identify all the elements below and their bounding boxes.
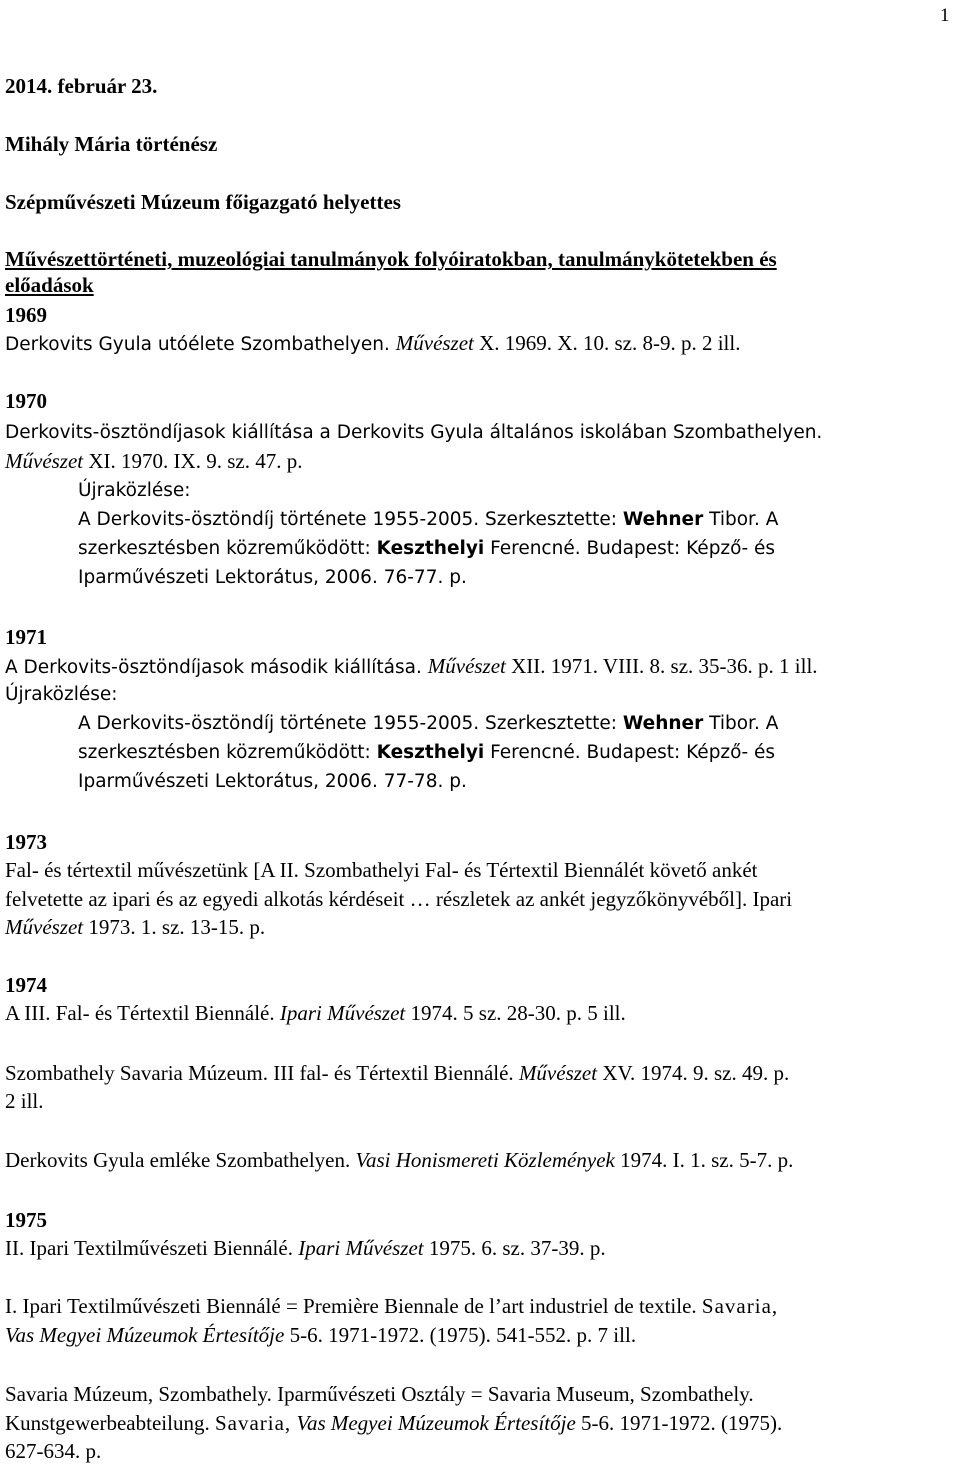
reprint-text: A Derkovits-ösztöndíj története 1955-2005. Szerkesztette: bbox=[78, 713, 623, 734]
citation-details: 1973. 1. sz. 13-15. p. bbox=[83, 915, 266, 939]
section-heading-line-1: Művészettörténeti, muzeológiai tanulmányok folyóiratokban, tanulmánykötetekben és bbox=[5, 247, 777, 271]
author-position: Szépművészeti Múzeum főigazgató helyettes bbox=[5, 190, 401, 214]
entry-1973-line-1: Fal- és tértextil művészetünk [A II. Szombathelyi Fal- és Tértextil Biennálét követő ankét bbox=[5, 858, 758, 882]
entry-title: Kunstgewerbeabteilung. bbox=[5, 1411, 215, 1435]
journal-title: Művészet bbox=[427, 654, 506, 678]
entry-1975-a bbox=[5, 1235, 606, 1261]
entry-title: II. Ipari Textilművészeti Biennálé. bbox=[5, 1236, 299, 1260]
journal-title: Művészet bbox=[5, 449, 84, 473]
journal-title: Vas Megyei Múzeumok Értesítője bbox=[296, 1411, 576, 1435]
entry-1975-c-line-2 bbox=[5, 1410, 782, 1436]
editor-surname: Wehner bbox=[622, 509, 704, 530]
editor-surname: Wehner bbox=[622, 713, 704, 734]
year-heading-1971: 1971 bbox=[5, 625, 47, 649]
reprint-text: szerkesztésben közreműködött: bbox=[78, 538, 377, 559]
journal-title: Művészet bbox=[395, 331, 474, 355]
reprint-text: A Derkovits-ösztöndíj története 1955-2005. Szerkesztette: bbox=[78, 509, 623, 530]
reprint-text: Tibor. A bbox=[703, 713, 779, 734]
reprint-text: szerkesztésben közreműködött: bbox=[78, 742, 377, 763]
reprint-label: Újraközlése: bbox=[78, 480, 191, 501]
entry-title: A III. Fal- és Tértextil Biennálé. bbox=[5, 1001, 280, 1025]
entry-title: Derkovits Gyula utóélete Szombathelyen. bbox=[5, 334, 396, 355]
series-name: Savaria, bbox=[214, 1411, 292, 1435]
entry-title: Derkovits Gyula emléke Szombathelyen. bbox=[5, 1148, 356, 1172]
entry-title: I. Ipari Textilművészeti Biennálé = Première Biennale de l’art industriel de textile. bbox=[5, 1294, 702, 1318]
reprint-text: Tibor. A bbox=[703, 509, 779, 530]
section-heading-line-2: előadások bbox=[5, 273, 94, 297]
series-name: Savaria, bbox=[701, 1294, 779, 1318]
reprint-text: Ferencné. Budapest: Képző- és bbox=[484, 742, 776, 763]
entry-1974-b-line-2: 2 ill. bbox=[5, 1089, 44, 1113]
document-date: 2014. február 23. bbox=[5, 74, 158, 98]
journal-title: Vasi Honismereti Közlemények bbox=[355, 1148, 615, 1172]
year-heading-1970: 1970 bbox=[5, 389, 47, 413]
year-heading-1974: 1974 bbox=[5, 973, 47, 997]
entry-1975-b-line-1 bbox=[5, 1293, 778, 1319]
citation-details: XII. 1971. VIII. 8. sz. 35-36. p. 1 ill. bbox=[505, 654, 818, 678]
year-heading-1975: 1975 bbox=[5, 1208, 47, 1232]
page-number: 1 bbox=[940, 5, 950, 26]
entry-title: Szombathely Savaria Múzeum. III fal- és Tértextil Biennálé. bbox=[5, 1061, 519, 1085]
entry-1975-b-line-2 bbox=[5, 1322, 636, 1348]
entry-1969 bbox=[5, 330, 740, 358]
journal-title: Művészet bbox=[5, 915, 84, 939]
journal-title: Ipari Művészet bbox=[279, 1001, 406, 1025]
year-heading-1973: 1973 bbox=[5, 830, 47, 854]
citation-details: 1974. I. 1. sz. 5-7. p. bbox=[614, 1148, 794, 1172]
citation-details: 1974. 5 sz. 28-30. p. 5 ill. bbox=[405, 1001, 626, 1025]
contributor-surname: Keszthelyi bbox=[376, 742, 485, 763]
entry-1975-c-line-1: Savaria Múzeum, Szombathely. Iparművészeti Osztály = Savaria Museum, Szombathely. bbox=[5, 1382, 754, 1406]
journal-title: Vas Megyei Múzeumok Értesítője bbox=[5, 1323, 285, 1347]
reprint-line-3: Iparművészeti Lektorátus, 2006. 77-78. p. bbox=[78, 771, 467, 792]
entry-1970-citation bbox=[5, 448, 302, 474]
entry-1974-a bbox=[5, 1000, 626, 1026]
entry-1973-citation bbox=[5, 914, 265, 940]
reprint-label: Újraközlése: bbox=[5, 684, 118, 705]
reprint-line-2 bbox=[78, 740, 775, 766]
journal-title: Ipari Művészet bbox=[298, 1236, 424, 1260]
entry-1974-b bbox=[5, 1060, 789, 1086]
entry-1974-c bbox=[5, 1147, 793, 1173]
reprint-line-1 bbox=[78, 711, 778, 737]
reprint-line-3: Iparművészeti Lektorátus, 2006. 76-77. p. bbox=[78, 567, 467, 588]
citation-details: 5-6. 1971-1972. (1975). bbox=[575, 1411, 783, 1435]
entry-1973-line-2: felvetette az ipari és az egyedi alkotás kérdéseit … részletek az ankét jegyzőkönyvéből]. Ipari bbox=[5, 887, 793, 911]
entry-1971 bbox=[5, 653, 818, 681]
citation-details: XI. 1970. IX. 9. sz. 47. p. bbox=[83, 449, 303, 473]
reprint-line-2 bbox=[78, 536, 775, 562]
entry-1975-c-line-3: 627-634. p. bbox=[5, 1439, 102, 1463]
entry-1970-title: Derkovits-ösztöndíjasok kiállítása a Derkovits Gyula általános iskolában Szombathelyen. bbox=[5, 422, 823, 443]
journal-title: Művészet bbox=[518, 1061, 598, 1085]
citation-details: XV. 1974. 9. sz. 49. p. bbox=[597, 1061, 790, 1085]
author-name-title: Mihály Mária történész bbox=[5, 132, 218, 156]
reprint-line-1 bbox=[78, 507, 778, 533]
contributor-surname: Keszthelyi bbox=[376, 538, 485, 559]
citation-details: 5-6. 1971-1972. (1975). 541-552. p. 7 ill. bbox=[284, 1323, 637, 1347]
citation-details: 1975. 6. sz. 37-39. p. bbox=[423, 1236, 606, 1260]
citation-details: X. 1969. X. 10. sz. 8-9. p. 2 ill. bbox=[473, 331, 741, 355]
entry-title: A Derkovits-ösztöndíjasok második kiállítása. bbox=[5, 657, 428, 678]
reprint-text: Ferencné. Budapest: Képző- és bbox=[484, 538, 776, 559]
year-heading-1969: 1969 bbox=[5, 303, 47, 327]
